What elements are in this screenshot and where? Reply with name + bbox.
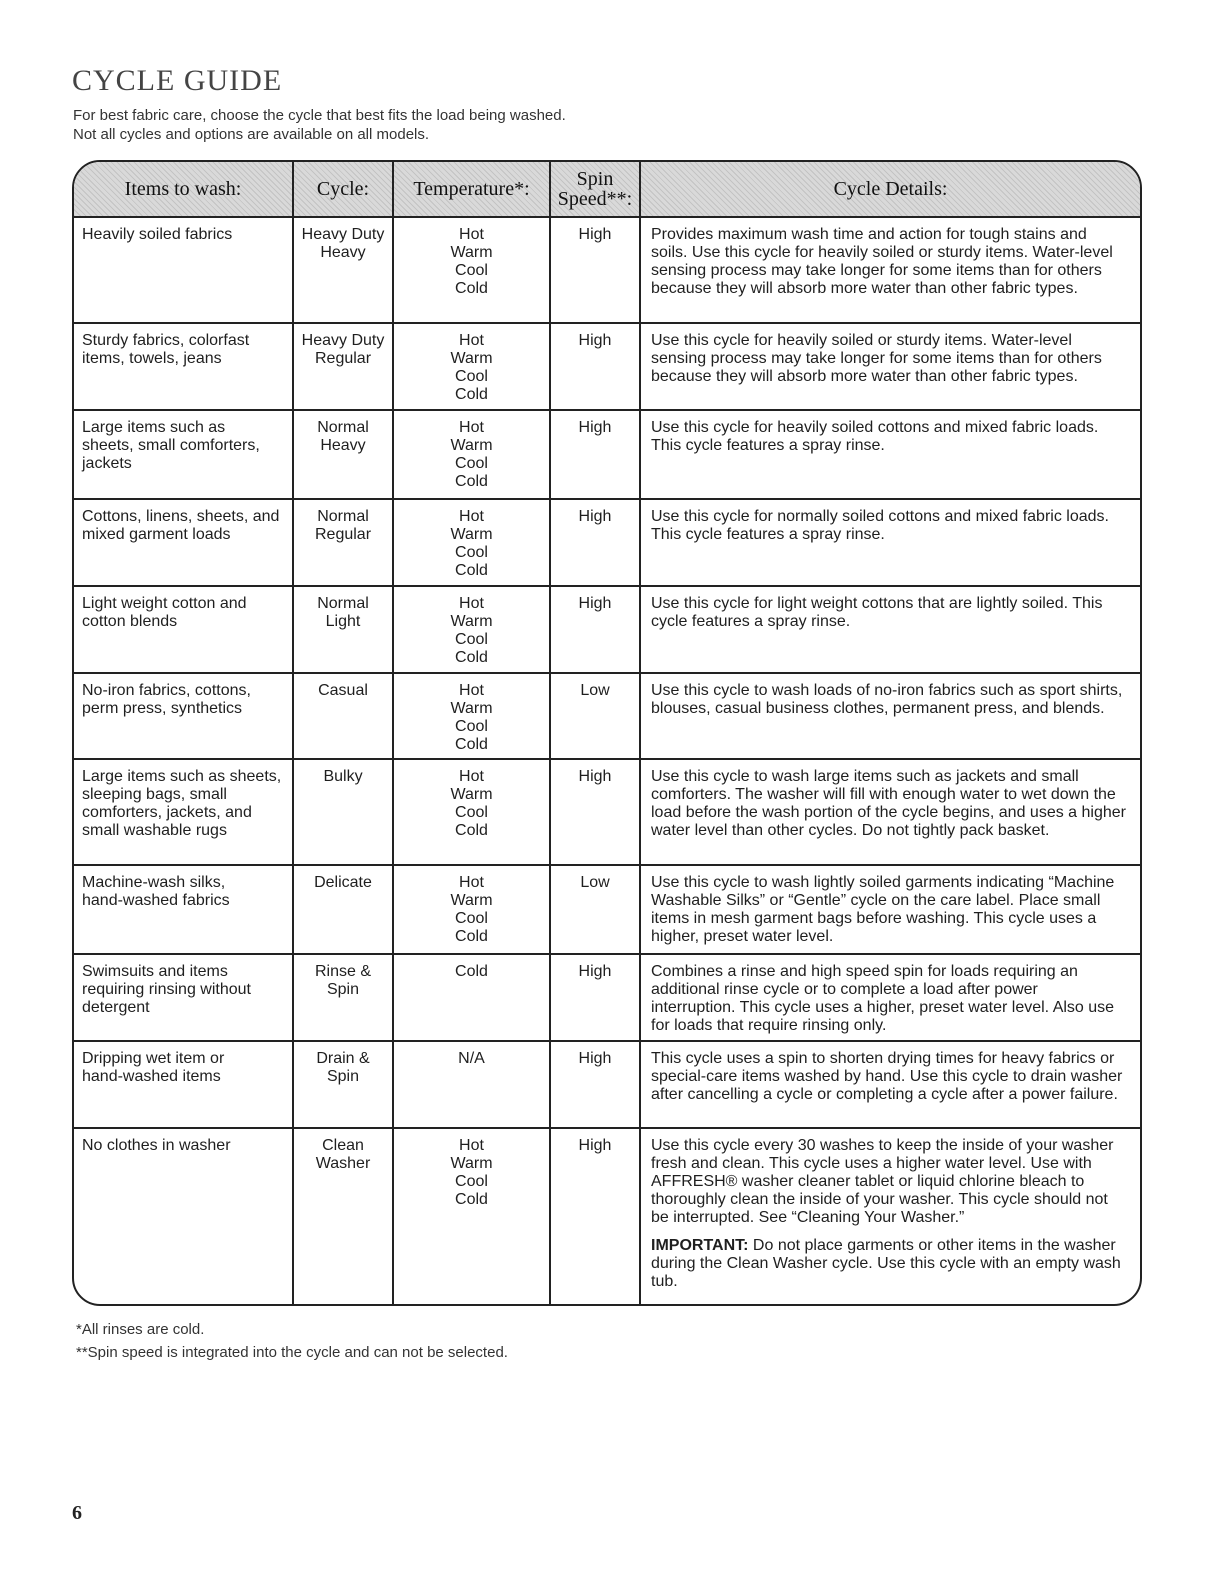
items-to-wash-cell-line: mixed garment loads [82,526,231,543]
items-to-wash-cell [74,865,293,954]
cycle-details-text: Use this cycle to wash large items such as jackets and small comforters. The washer will fill with enough water to wet down the load before the wash portion of the cycle begins, and uses a higher water level than other cycles. Do not tightly pack basket. [651,768,1126,839]
temperature-cell [393,323,550,410]
temperature-cell-line: Hot [459,768,484,785]
cycle-cell-line: Spin [326,981,360,998]
cycle-cell-line: Delicate [314,874,372,891]
items-to-wash-cell [74,1041,293,1128]
temperature-cell-line: Cool [455,455,488,472]
cycle-cell [293,673,393,759]
temperature-cell-line: Warm [450,786,493,803]
temperature-cell-line: Warm [450,892,493,909]
temperature-cell-line: Cold [455,473,488,490]
temperature-cell-line: Warm [450,526,493,543]
temperature-cell-line: Cold [455,1191,488,1208]
cycle-details-cell [640,410,1140,499]
cycle-cell [293,1128,393,1305]
temperature-cell-line: Hot [459,682,484,699]
intro-text [73,106,566,144]
temperature-cell-line: Hot [459,595,484,612]
cycle-details-text: Use this cycle for heavily soiled or sturdy items. Water-level sensing process may take longer for some items than for others because they will absorb more water than other fabric types. [651,332,1102,385]
table-row [74,954,1140,1041]
temperature-cell-line: Cool [455,1173,488,1190]
cycle-cell [293,954,393,1041]
spin-speed-cell: Low [550,865,640,954]
page-number: 6 [72,1502,82,1524]
items-to-wash-cell-line: Large items such as sheets, [82,768,282,785]
cycle-details-cell [640,499,1140,586]
temperature-cell [393,954,550,1041]
table-row [74,673,1140,759]
cycle-details-text: Use this cycle for heavily soiled cottons and mixed fabric loads. This cycle features a spray rinse. [651,419,1099,454]
cycle-cell-line: Normal [317,419,369,436]
items-to-wash-cell-line: Sturdy fabrics, colorfast [82,332,250,349]
temperature-cell-line: Cool [455,368,488,385]
intro-line: Not all cycles and options are available on all models. [73,126,430,143]
spin-speed-cell: High [550,1041,640,1128]
items-to-wash-cell-line: perm press, synthetics [82,700,243,717]
cycle-cell-line: Drain & [316,1050,370,1067]
footnote: *All rinses are cold. [76,1321,205,1338]
cycle-cell-line: Heavy Duty [301,332,385,349]
cycle-details-text: This cycle uses a spin to shorten drying times for heavy fabrics or special-care items washed by hand. Use this cycle to drain washer after cancelling a cycle or completing a cycle after a power failure. [651,1050,1123,1103]
cycle-cell [293,323,393,410]
temperature-cell-line: Warm [450,350,493,367]
items-to-wash-cell-line: Dripping wet item or [82,1050,225,1067]
cycle-details-cell [640,217,1140,323]
items-to-wash-cell-line: cotton blends [82,613,178,630]
cycle-cell-line: Regular [314,350,372,367]
temperature-cell-line: Cool [455,544,488,561]
table-row [74,217,1140,323]
temperature-cell-line: Cold [455,562,488,579]
header-temperature: Temperature*: [393,162,550,217]
items-to-wash-cell-line: Machine-wash silks, [82,874,226,891]
temperature-cell-line: Cold [455,928,488,945]
items-to-wash-cell [74,673,293,759]
cycle-details-text: Use this cycle every 30 washes to keep the inside of your washer fresh and clean. This cycle uses a higher water level. Use with AFFRESH® washer cleaner tablet or liquid chlorine bleach to thoroughly clean the inside of your washer. This cycle should not be interrupted. See “Cleaning Your Washer.” [651,1137,1114,1226]
items-to-wash-cell-line: Heavily soiled fabrics [82,226,233,243]
items-to-wash-cell-line: No clothes in washer [82,1137,231,1154]
temperature-cell-line: Hot [459,1137,484,1154]
important-label: IMPORTANT: [651,1237,749,1254]
items-to-wash-cell [74,217,293,323]
items-to-wash-cell-line: sheets, small comforters, [82,437,260,454]
cycle-cell-line: Normal [317,595,369,612]
temperature-cell-line: Cool [455,718,488,735]
important-text: Do not place garments or other items in the washer during the Clean Washer cycle. Use this cycle with an empty wash tub. [651,1237,1121,1290]
items-to-wash-cell-line: No-iron fabrics, cottons, [82,682,251,699]
spin-speed-cell: High [550,759,640,865]
temperature-cell-line: Cool [455,910,488,927]
temperature-cell-line: Cool [455,631,488,648]
table-row [74,865,1140,954]
temperature-cell-line: Cold [455,822,488,839]
cycle-cell-line: Normal [317,508,369,525]
cycle-details-cell [640,954,1140,1041]
cycle-details-cell [640,865,1140,954]
table-header-row [74,162,1140,217]
cycle-details-text: Use this cycle for normally soiled cottons and mixed fabric loads. This cycle features a spray rinse. [651,508,1109,543]
table-row [74,1041,1140,1128]
important-note [651,1237,1126,1291]
cycle-cell-line: Spin [326,1068,360,1085]
spin-speed-cell: High [550,217,640,323]
cycle-details-cell [640,1041,1140,1128]
header-cycle: Cycle: [293,162,393,217]
items-to-wash-cell-line: hand-washed items [82,1068,221,1085]
temperature-cell-line: Warm [450,1155,493,1172]
cycle-cell-line: Heavy [320,244,366,261]
cycle-cell-line: Light [325,613,361,630]
header-spin-line: Speed**: [557,188,633,210]
table-row [74,1128,1140,1305]
cycle-details-text: Use this cycle for light weight cottons that are lightly soiled. This cycle features a spray rinse. [651,595,1103,630]
header-details: Cycle Details: [640,162,1140,217]
cycle-cell [293,499,393,586]
temperature-cell-line: Warm [450,437,493,454]
items-to-wash-cell-line: Large items such as [82,419,226,436]
temperature-cell [393,865,550,954]
cycle-details-cell [640,586,1140,673]
items-to-wash-cell-line: small washable rugs [82,822,227,839]
cycle-cell-line: Heavy Duty [301,226,385,243]
cycle-cell-line: Casual [318,682,368,699]
cycle-cell-line: Regular [314,526,372,543]
spin-speed-cell: High [550,499,640,586]
cycle-cell [293,865,393,954]
temperature-cell-line: Cool [455,804,488,821]
items-to-wash-cell [74,499,293,586]
table-row [74,410,1140,499]
temperature-cell [393,217,550,323]
temperature-cell-line: Cold [455,963,488,980]
items-to-wash-cell [74,323,293,410]
temperature-cell [393,1128,550,1305]
cycle-cell [293,217,393,323]
footnote: **Spin speed is integrated into the cycle and can not be selected. [76,1344,508,1361]
temperature-cell-line: Cold [455,736,488,753]
cycle-cell-line: Clean [322,1137,364,1154]
cycle-cell [293,759,393,865]
items-to-wash-cell [74,1128,293,1305]
temperature-cell-line: Cold [455,280,488,297]
items-to-wash-cell-line: Light weight cotton and [82,595,247,612]
temperature-cell [393,673,550,759]
items-to-wash-cell-line: comforters, jackets, and [82,804,252,821]
temperature-cell [393,759,550,865]
table-row [74,323,1140,410]
temperature-cell-line: Warm [450,613,493,630]
cycle-guide-table-frame [72,160,1142,1306]
cycle-guide-table [74,162,1140,1305]
spin-speed-cell: High [550,410,640,499]
temperature-cell [393,1041,550,1128]
items-to-wash-cell [74,410,293,499]
table-row [74,759,1140,865]
intro-line: For best fabric care, choose the cycle that best fits the load being washed. [73,107,566,124]
cycle-cell-line: Rinse & [314,963,372,980]
items-to-wash-cell-line: detergent [82,999,150,1016]
cycle-cell-line: Washer [315,1155,371,1172]
temperature-cell-line: Cold [455,649,488,666]
cycle-cell [293,586,393,673]
temperature-cell-line: Hot [459,508,484,525]
header-items: Items to wash: [74,162,293,217]
cycle-details-text: Use this cycle to wash lightly soiled garments indicating “Machine Washable Silks” or “Gentle” cycle on the care label. Place small items in mesh garment bags before washing. This cycle uses a higher, preset water level. [651,874,1115,945]
spin-speed-cell: High [550,1128,640,1305]
temperature-cell-line: Warm [450,700,493,717]
spin-speed-cell: High [550,323,640,410]
items-to-wash-cell [74,586,293,673]
cycle-details-text: Use this cycle to wash loads of no-iron fabrics such as sport shirts, blouses, casual business clothes, permanent press, and blends. [651,682,1123,717]
items-to-wash-cell [74,759,293,865]
cycle-details-cell [640,673,1140,759]
spin-speed-cell: Low [550,673,640,759]
items-to-wash-cell [74,954,293,1041]
cycle-cell [293,1041,393,1128]
cycle-details-text: Combines a rinse and high speed spin for loads requiring an additional rinse cycle or to complete a load after power interruption. This cycle uses a higher, preset water level. Also use for loads that require rinsing only. [651,963,1115,1034]
items-to-wash-cell-line: hand-washed fabrics [82,892,230,909]
temperature-cell-line: Hot [459,874,484,891]
header-spin-line: Spin [576,168,614,190]
footnotes [76,1318,508,1364]
page-title: CYCLE GUIDE [72,64,283,97]
cycle-cell [293,410,393,499]
temperature-cell [393,586,550,673]
table-row [74,499,1140,586]
table-body [74,217,1140,1305]
spin-speed-cell: High [550,954,640,1041]
cycle-details-cell [640,323,1140,410]
cycle-details-text: Provides maximum wash time and action for tough stains and soils. Use this cycle for heavily soiled or sturdy items. Water-level sensing process may take longer for some items than for others because they will absorb more water than other fabric types. [651,226,1113,297]
items-to-wash-cell-line: items, towels, jeans [82,350,222,367]
cycle-cell-line: Heavy [320,437,366,454]
header-spin-speed [550,162,640,217]
temperature-cell-line: Hot [459,419,484,436]
temperature-cell-line: Warm [450,244,493,261]
items-to-wash-cell-line: jackets [82,455,132,472]
temperature-cell-line: Cool [455,262,488,279]
items-to-wash-cell-line: Swimsuits and items [82,963,228,980]
temperature-cell-line: Hot [459,332,484,349]
cycle-cell-line: Bulky [323,768,363,785]
items-to-wash-cell-line: requiring rinsing without [82,981,251,998]
table-row [74,586,1140,673]
temperature-cell-line: Hot [459,226,484,243]
temperature-cell [393,410,550,499]
cycle-details-cell [640,1128,1140,1305]
spin-speed-cell: High [550,586,640,673]
temperature-cell-line: N/A [458,1050,485,1067]
items-to-wash-cell-line: sleeping bags, small [82,786,227,803]
cycle-details-cell [640,759,1140,865]
temperature-cell-line: Cold [455,386,488,403]
temperature-cell [393,499,550,586]
items-to-wash-cell-line: Cottons, linens, sheets, and [82,508,280,525]
